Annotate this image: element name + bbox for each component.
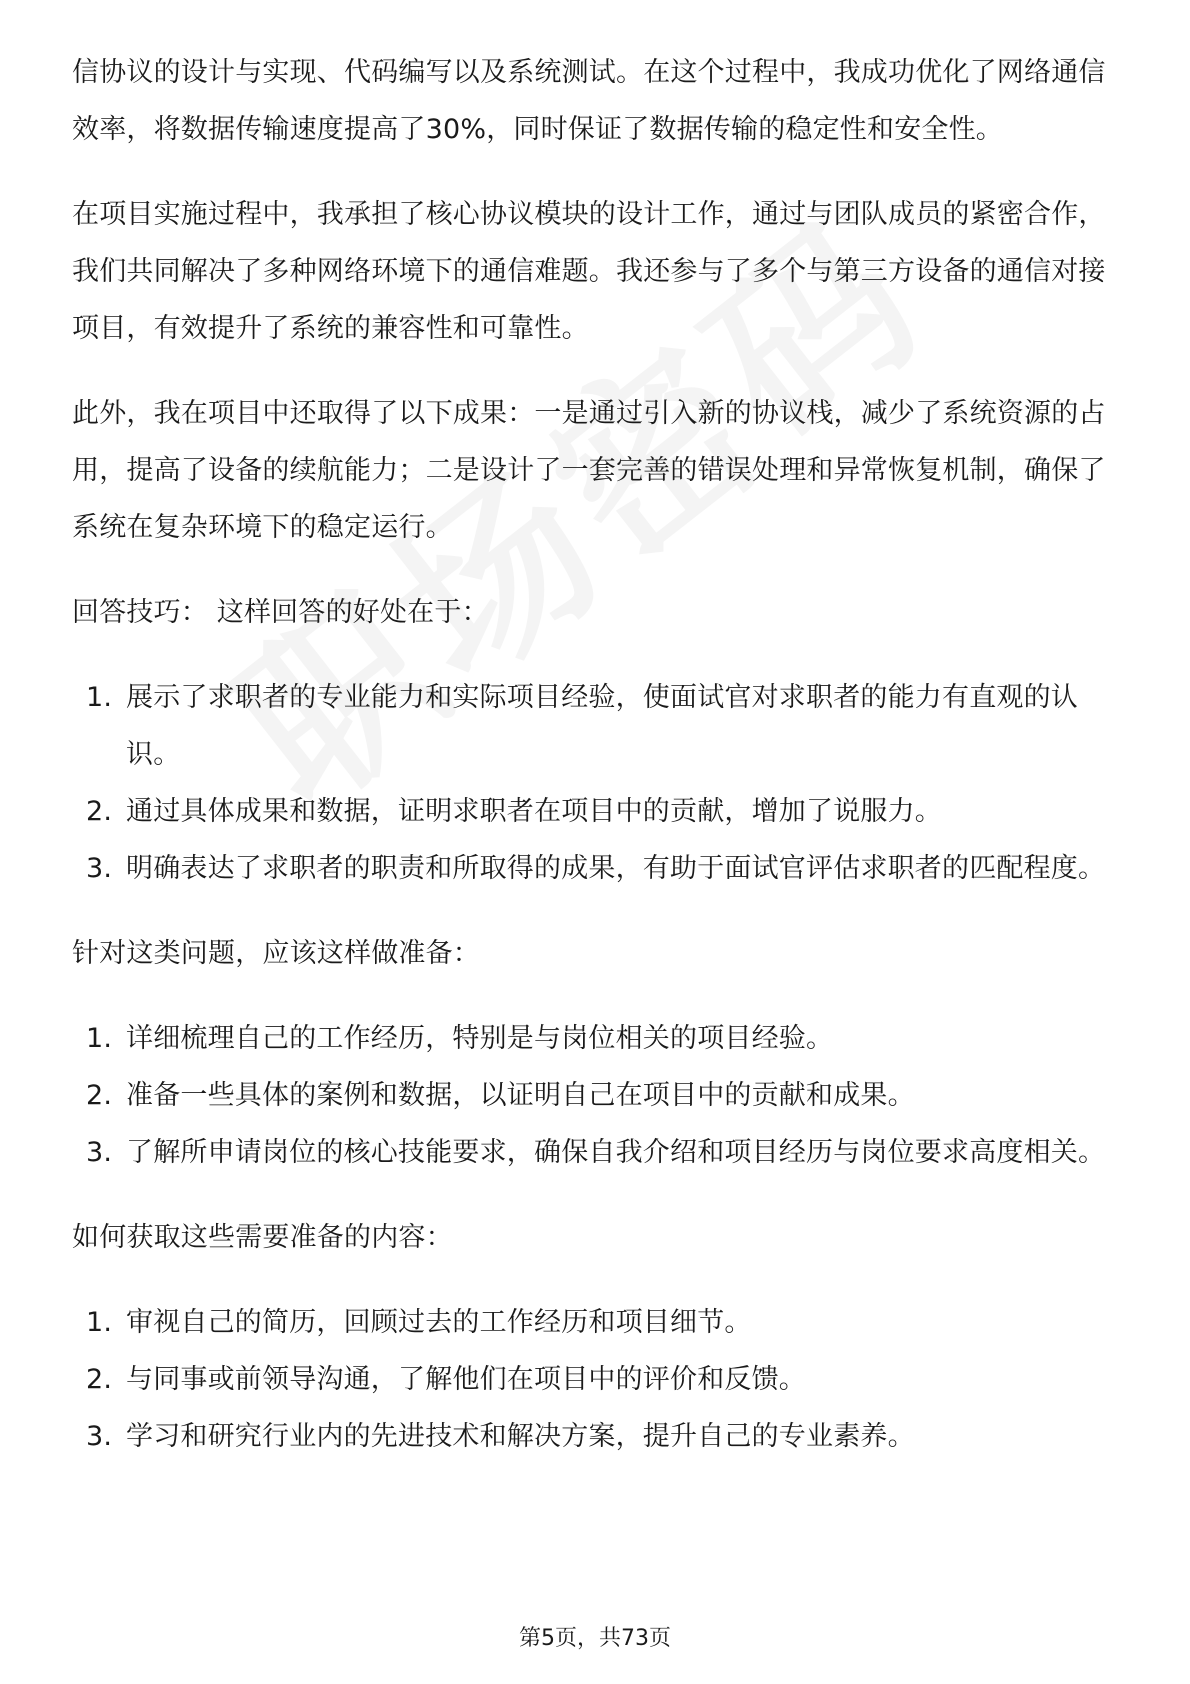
list-number: 3. (86, 853, 113, 884)
list-number: 1. (86, 1307, 113, 1338)
list-benefits (72, 669, 1122, 897)
paragraph-project-result: 信协议的设计与实现、代码编写以及系统测试。在这个过程中，我成功优化了网络通信效率，将数据传输速度提高了30%，同时保证了数据传输的稳定性和安全性。 (72, 57, 1106, 145)
document-body (72, 44, 1122, 1493)
list-item (72, 669, 1122, 783)
list-text: 展示了求职者的专业能力和实际项目经验，使面试官对求职者的能力有直观的认识。 (126, 682, 1078, 770)
list-number: 2. (86, 796, 113, 827)
list-item (72, 1408, 1122, 1465)
page-number: 第5页，共73页 (519, 1626, 671, 1651)
list-item (72, 840, 1122, 897)
list-text: 详细梳理自己的工作经历，特别是与岗位相关的项目经验。 (126, 1023, 834, 1054)
list-item (72, 1124, 1122, 1181)
list-number: 1. (86, 1023, 113, 1054)
list-text: 准备一些具体的案例和数据，以证明自己在项目中的贡献和成果。 (126, 1080, 915, 1111)
list-number: 3. (86, 1137, 113, 1168)
heading-answer-tips: 回答技巧： 这样回答的好处在于： (72, 597, 489, 628)
list-text: 了解所申请岗位的核心技能要求，确保自我介绍和项目经历与岗位要求高度相关。 (126, 1137, 1106, 1168)
list-text: 学习和研究行业内的先进技术和解决方案，提升自己的专业素养。 (126, 1421, 915, 1452)
list-number: 2. (86, 1080, 113, 1111)
list-item (72, 1010, 1122, 1067)
heading-how-to-obtain: 如何获取这些需要准备的内容： (72, 1222, 453, 1253)
list-item (72, 1067, 1122, 1124)
paragraph-extra-achievements: 此外，我在项目中还取得了以下成果：一是通过引入新的协议栈，减少了系统资源的占用，提高了设备的续航能力；二是设计了一套完善的错误处理和异常恢复机制，确保了系统在复杂环境下的稳定运行。 (72, 398, 1106, 543)
list-text: 与同事或前领导沟通，了解他们在项目中的评价和反馈。 (126, 1364, 806, 1395)
list-item (72, 783, 1122, 840)
list-preparation (72, 1010, 1122, 1181)
list-number: 1. (86, 682, 113, 713)
list-text: 明确表达了求职者的职责和所取得的成果，有助于面试官评估求职者的匹配程度。 (126, 853, 1106, 884)
list-text: 审视自己的简历，回顾过去的工作经历和项目细节。 (126, 1307, 752, 1338)
list-number: 3. (86, 1421, 113, 1452)
list-number: 2. (86, 1364, 113, 1395)
heading-preparation: 针对这类问题，应该这样做准备： (72, 938, 480, 969)
list-obtain (72, 1294, 1122, 1465)
list-text: 通过具体成果和数据，证明求职者在项目中的贡献，增加了说服力。 (126, 796, 942, 827)
paragraph-project-implementation: 在项目实施过程中，我承担了核心协议模块的设计工作，通过与团队成员的紧密合作，我们共同解决了多种网络环境下的通信难题。我还参与了多个与第三方设备的通信对接项目，有效提升了系统的兼容性和可靠性。 (72, 199, 1106, 344)
list-item (72, 1294, 1122, 1351)
list-item (72, 1351, 1122, 1408)
